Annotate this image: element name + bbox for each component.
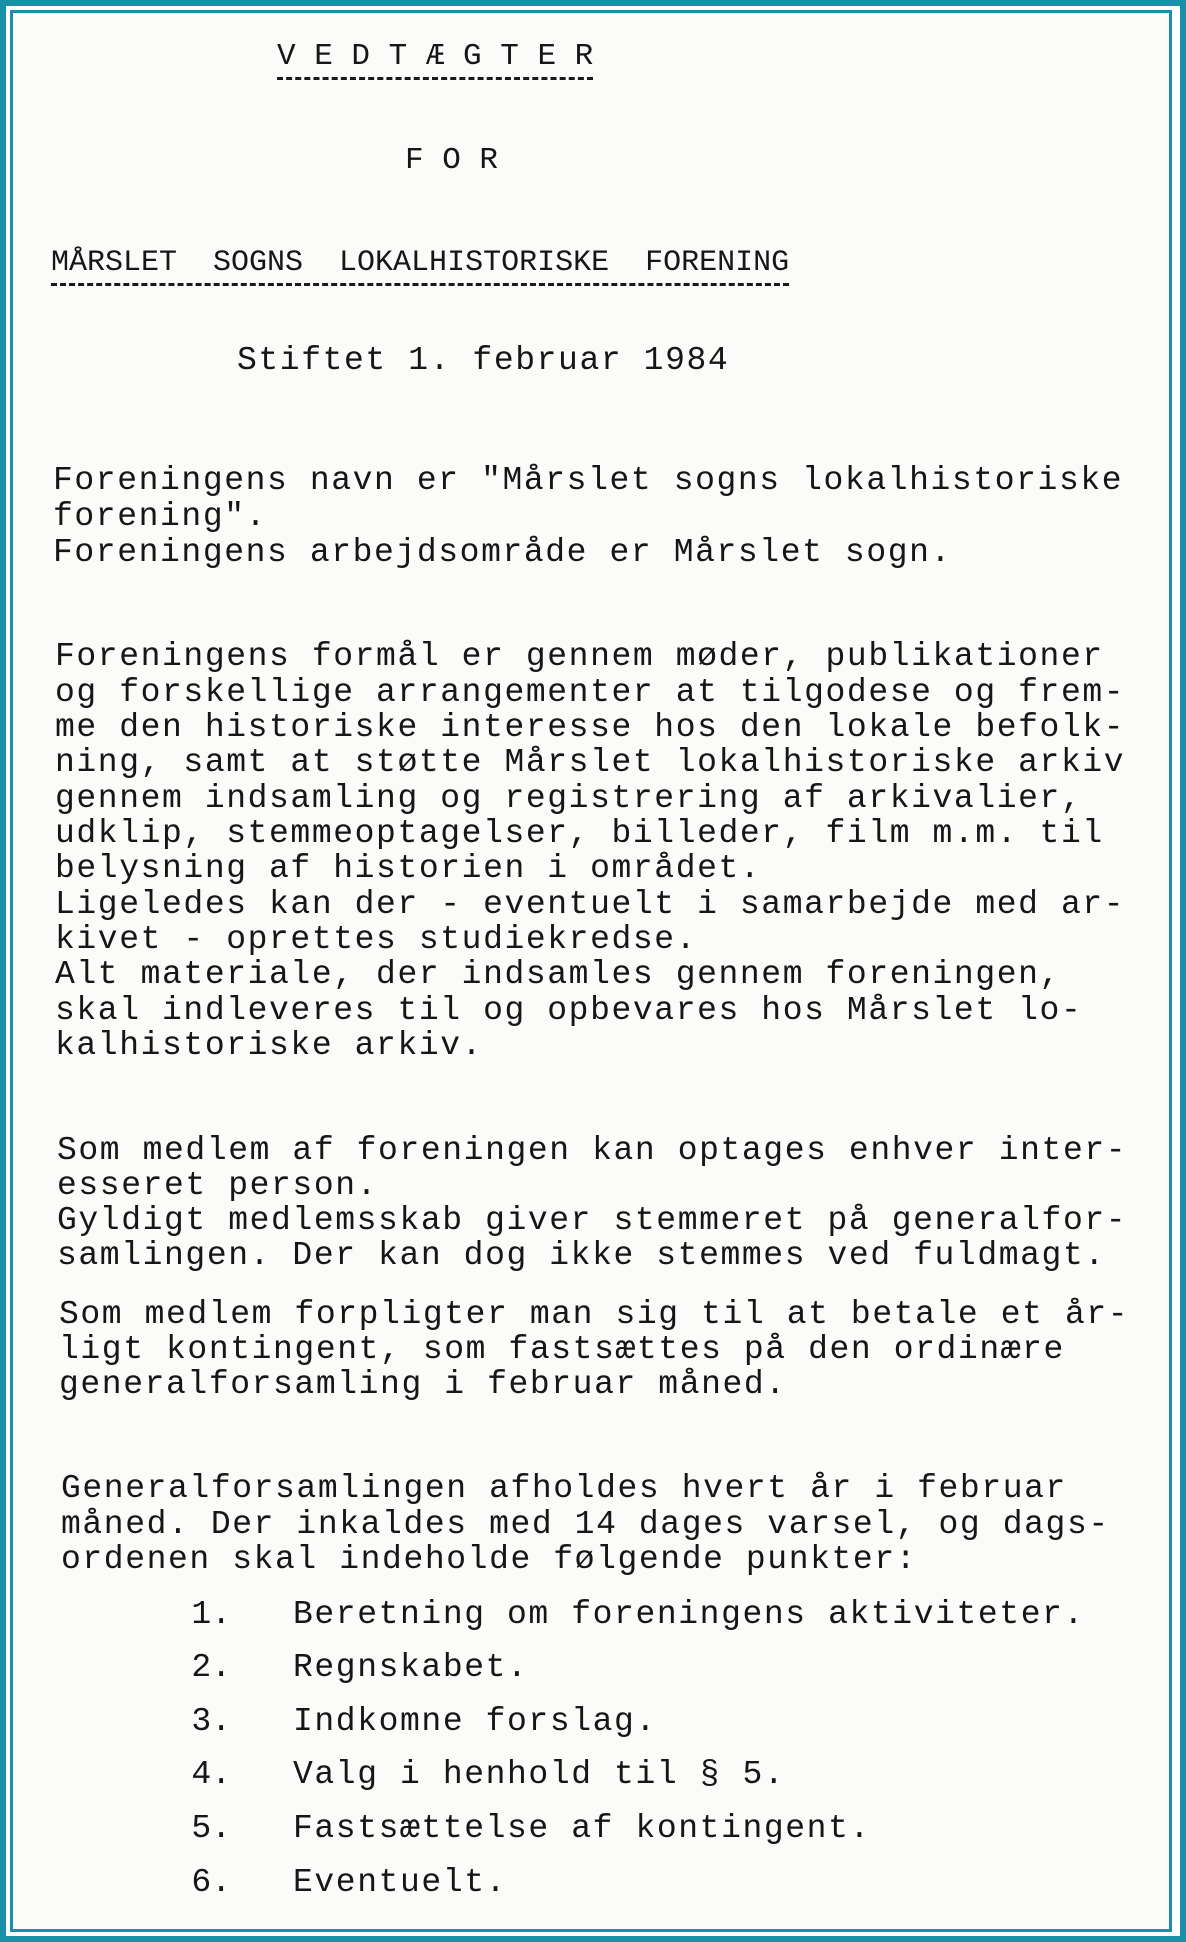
agenda-item-text: Regnskabet. [293, 1649, 529, 1686]
paragraph-line: belysning af historien i området. [55, 850, 762, 887]
paragraph-line: kivet - oprettes studiekredse. [55, 921, 698, 958]
paragraph-line: ligt kontingent, som fastsættes på den ordinære [59, 1331, 1065, 1368]
agenda-item-number: 1. [191, 1596, 231, 1633]
paragraph-line: Generalforsamlingen afholdes hvert år i februar [61, 1470, 1067, 1507]
paragraph-line: Ligeledes kan der - eventuelt i samarbejde med ar- [55, 886, 1126, 923]
paragraph-line: ordenen skal indeholde følgende punkter: [61, 1541, 918, 1578]
document-title-text: V E D T Æ G T E R [277, 39, 593, 80]
paragraph-line: og forskellige arrangementer at tilgodese og frem- [55, 674, 1126, 711]
paragraph-line: generalforsamling i februar måned. [59, 1366, 787, 1403]
paragraph-line: samlingen. Der kan dog ikke stemmes ved fuldmagt. [57, 1237, 1106, 1274]
paragraph-line: Foreningens formål er gennem møder, publikationer [55, 638, 1104, 675]
document-title [277, 39, 593, 75]
paragraph-line: kalhistoriske arkiv. [55, 1027, 484, 1064]
paragraph-line: udklip, stemmeoptagelser, billeder, film m.m. til [55, 815, 1104, 852]
agenda-item-number: 5. [191, 1810, 231, 1847]
paragraph-line: gennem indsamling og registrering af arkivalier, [55, 780, 1083, 817]
paragraph-line: esseret person. [57, 1167, 379, 1204]
agenda-item-text: Eventuelt. [293, 1864, 508, 1901]
agenda-item-text: Valg i henhold til § 5. [293, 1756, 786, 1793]
paragraph-line: Foreningens navn er "Mårslet sogns lokalhistoriske [53, 462, 1124, 499]
paragraph-line: Alt materiale, der indsamles gennem foreningen, [55, 956, 1061, 993]
paragraph-line: Foreningens arbejdsområde er Mårslet sogn. [53, 534, 952, 571]
document-page [13, 13, 1169, 1929]
agenda-item-text: Fastsættelse af kontingent. [293, 1810, 871, 1847]
paragraph-line: Som medlem af foreningen kan optages enhver inter- [57, 1132, 1128, 1169]
paragraph-line: forening". [53, 498, 268, 535]
association-name [51, 245, 789, 281]
paragraph-line: måned. Der inkaldes med 14 dages varsel, og dags- [61, 1506, 1110, 1543]
association-name-text: MÅRSLET SOGNS LOKALHISTORISKE FORENING [51, 246, 789, 286]
agenda-item-number: 4. [191, 1756, 231, 1793]
paragraph-line: Som medlem forpligter man sig til at betale et år- [59, 1296, 1130, 1333]
agenda-item-number: 6. [191, 1864, 231, 1901]
paragraph-line: skal indleveres til og opbevares hos Mårslet lo- [55, 992, 1083, 1029]
agenda-item-number: 2. [191, 1649, 231, 1686]
agenda-item-text: Beretning om foreningens aktiviteter. [293, 1596, 1085, 1633]
paragraph-line: ning, samt at støtte Mårslet lokalhistoriske arkiv [55, 744, 1126, 781]
agenda-item-text: Indkomne forslag. [293, 1703, 657, 1740]
paragraph-line: Gyldigt medlemsskab giver stemmeret på generalfor- [57, 1202, 1128, 1239]
document-for: F O R [405, 143, 499, 178]
paragraph-line: me den historiske interesse hos den lokale befolk- [55, 709, 1126, 746]
agenda-item-number: 3. [191, 1703, 231, 1740]
founded-date: Stiftet 1. februar 1984 [237, 342, 730, 379]
